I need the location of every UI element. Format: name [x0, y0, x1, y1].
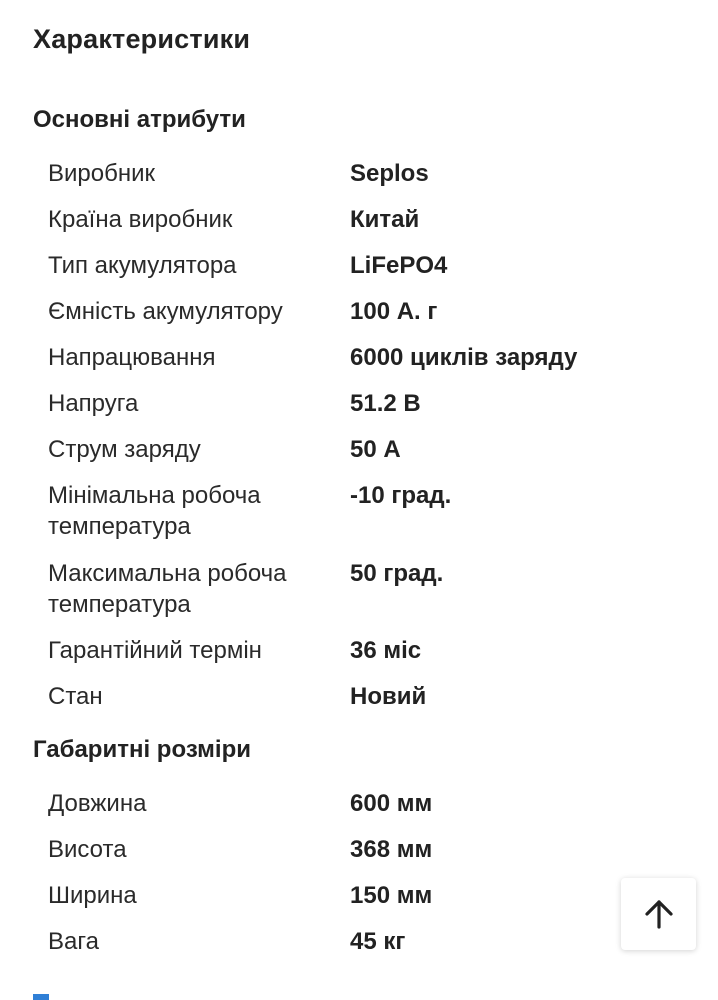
- spec-value: Seplos: [350, 160, 429, 187]
- spec-label: Тип акумулятора: [48, 252, 237, 279]
- spec-label: Стан: [48, 683, 103, 710]
- spec-value: Новий: [350, 683, 427, 710]
- spec-value: 600 мм: [350, 790, 433, 817]
- spec-value: 50 А: [350, 436, 401, 463]
- spec-label: Напруга: [48, 390, 139, 417]
- spec-label: Ємність акумулятору: [48, 298, 283, 325]
- spec-value: Китай: [350, 206, 420, 233]
- spec-label: Максимальна робоча температура: [48, 560, 287, 618]
- arrow-up-icon: [641, 896, 677, 932]
- spec-label: Довжина: [48, 790, 147, 817]
- spec-label: Гарантійний термін: [48, 637, 262, 664]
- spec-value: 50 град.: [350, 560, 444, 587]
- spec-value: -10 град.: [350, 482, 452, 509]
- spec-value: 6000 циклів заряду: [350, 344, 578, 371]
- next-section-edge: [33, 994, 49, 1000]
- section-title-main-attributes: Основні атрибути: [33, 106, 246, 133]
- spec-label: Напрацювання: [48, 344, 216, 371]
- spec-label: Виробник: [48, 160, 156, 187]
- spec-label: Вага: [48, 928, 99, 955]
- spec-value: 368 мм: [350, 836, 433, 863]
- spec-label: Країна виробник: [48, 206, 233, 233]
- spec-value: LiFePO4: [350, 252, 448, 279]
- spec-label: Висота: [48, 836, 127, 863]
- spec-label: Ширина: [48, 882, 137, 909]
- spec-value: 150 мм: [350, 882, 433, 909]
- spec-label: Струм заряду: [48, 436, 201, 463]
- spec-value: 100 А. г: [350, 298, 438, 325]
- spec-label: Мінімальна робоча температура: [48, 482, 261, 540]
- spec-value: 45 кг: [350, 928, 406, 955]
- spec-value: 36 міс: [350, 637, 422, 664]
- page-title: Характеристики: [33, 24, 251, 54]
- section-title-dimensions: Габаритні розміри: [33, 736, 251, 763]
- scroll-to-top-button[interactable]: [621, 878, 696, 950]
- spec-value: 51.2 В: [350, 390, 421, 417]
